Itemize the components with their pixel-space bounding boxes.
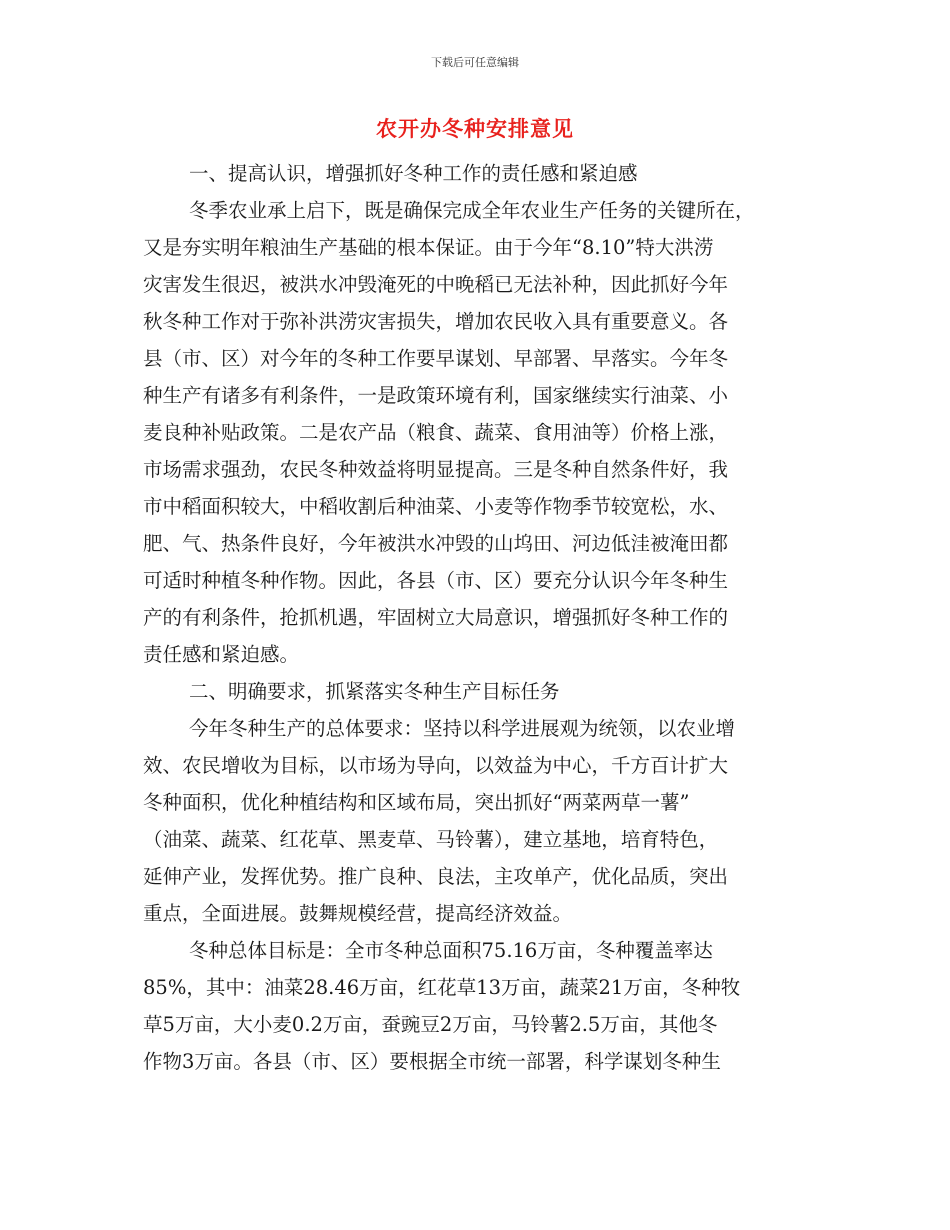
- body-line: 灾害发生很迟，被洪水冲毁淹死的中晚稻已无法补种，因此抓好今年: [143, 273, 729, 296]
- body-line: 肥、气、热条件良好，今年被洪水冲毁的山坞田、河边低洼被淹田都: [143, 532, 729, 555]
- body-line: 重点，全面进展。鼓舞规模经营，提高经济效益。: [143, 902, 573, 925]
- document-title: 农开办冬种安排意见: [376, 116, 574, 141]
- body-line: 责任感和紧迫感。: [143, 643, 300, 666]
- document-body: [143, 155, 803, 1080]
- body-line: 冬种总体目标是：全市冬种总面积75.16万亩，冬种覆盖率达: [189, 939, 713, 962]
- body-line: 种生产有诸多有利条件，一是政策环境有利，国家继续实行油菜、小: [143, 384, 729, 407]
- body-line: （油菜、蔬菜、红花草、黑麦草、马铃薯），建立基地，培育特色，: [143, 828, 719, 851]
- body-line: 85%，其中：油菜28.46万亩，红花草13万亩，蔬菜21万亩，冬种牧: [143, 976, 741, 999]
- download-note: 下载后可任意编辑: [431, 56, 519, 69]
- body-line: 秋冬种工作对于弥补洪涝灾害损失，增加农民收入具有重要意义。各: [143, 310, 729, 333]
- body-line: 产的有利条件，抢抓机遇，牢固树立大局意识，增强抓好冬种工作的: [143, 606, 729, 629]
- body-line: 作物3万亩。各县（市、区）要根据全市统一部署，科学谋划冬种生: [143, 1050, 721, 1073]
- body-line: 县（市、区）对今年的冬种工作要早谋划、早部署、早落实。今年冬: [143, 347, 729, 370]
- body-line: 又是夯实明年粮油生产基础的根本保证。由于今年“8.10”特大洪涝: [143, 236, 714, 259]
- body-line: 麦良种补贴政策。二是农产品（粮食、蔬菜、食用油等）价格上涨，: [143, 421, 729, 444]
- body-line: 效、农民增收为目标，以市场为导向，以效益为中心，千方百计扩大: [143, 754, 729, 777]
- body-line: 可适时种植冬种作物。因此，各县（市、区）要充分认识今年冬种生: [143, 569, 729, 592]
- body-line: 市场需求强劲，农民冬种效益将明显提高。三是冬种自然条件好，我: [143, 458, 729, 481]
- body-line: 市中稻面积较大，中稻收割后种油菜、小麦等作物季节较宽松，水、: [143, 495, 729, 518]
- body-line: 二、明确要求，抓紧落实冬种生产目标任务: [189, 680, 560, 703]
- body-line: 冬季农业承上启下，既是确保完成全年农业生产任务的关键所在，: [189, 199, 755, 222]
- body-line: 一、提高认识，增强抓好冬种工作的责任感和紧迫感: [189, 162, 638, 185]
- body-line: 冬种面积，优化种植结构和区域布局，突出抓好“两菜两草一薯”: [143, 791, 690, 814]
- body-line: 延伸产业，发挥优势。推广良种、良法，主攻单产，优化品质，突出: [143, 865, 729, 888]
- body-line: 草5万亩，大小麦0.2万亩，蚕豌豆2万亩，马铃薯2.5万亩，其他冬: [143, 1013, 718, 1036]
- body-line: 今年冬种生产的总体要求：坚持以科学进展观为统领，以农业增: [189, 717, 736, 740]
